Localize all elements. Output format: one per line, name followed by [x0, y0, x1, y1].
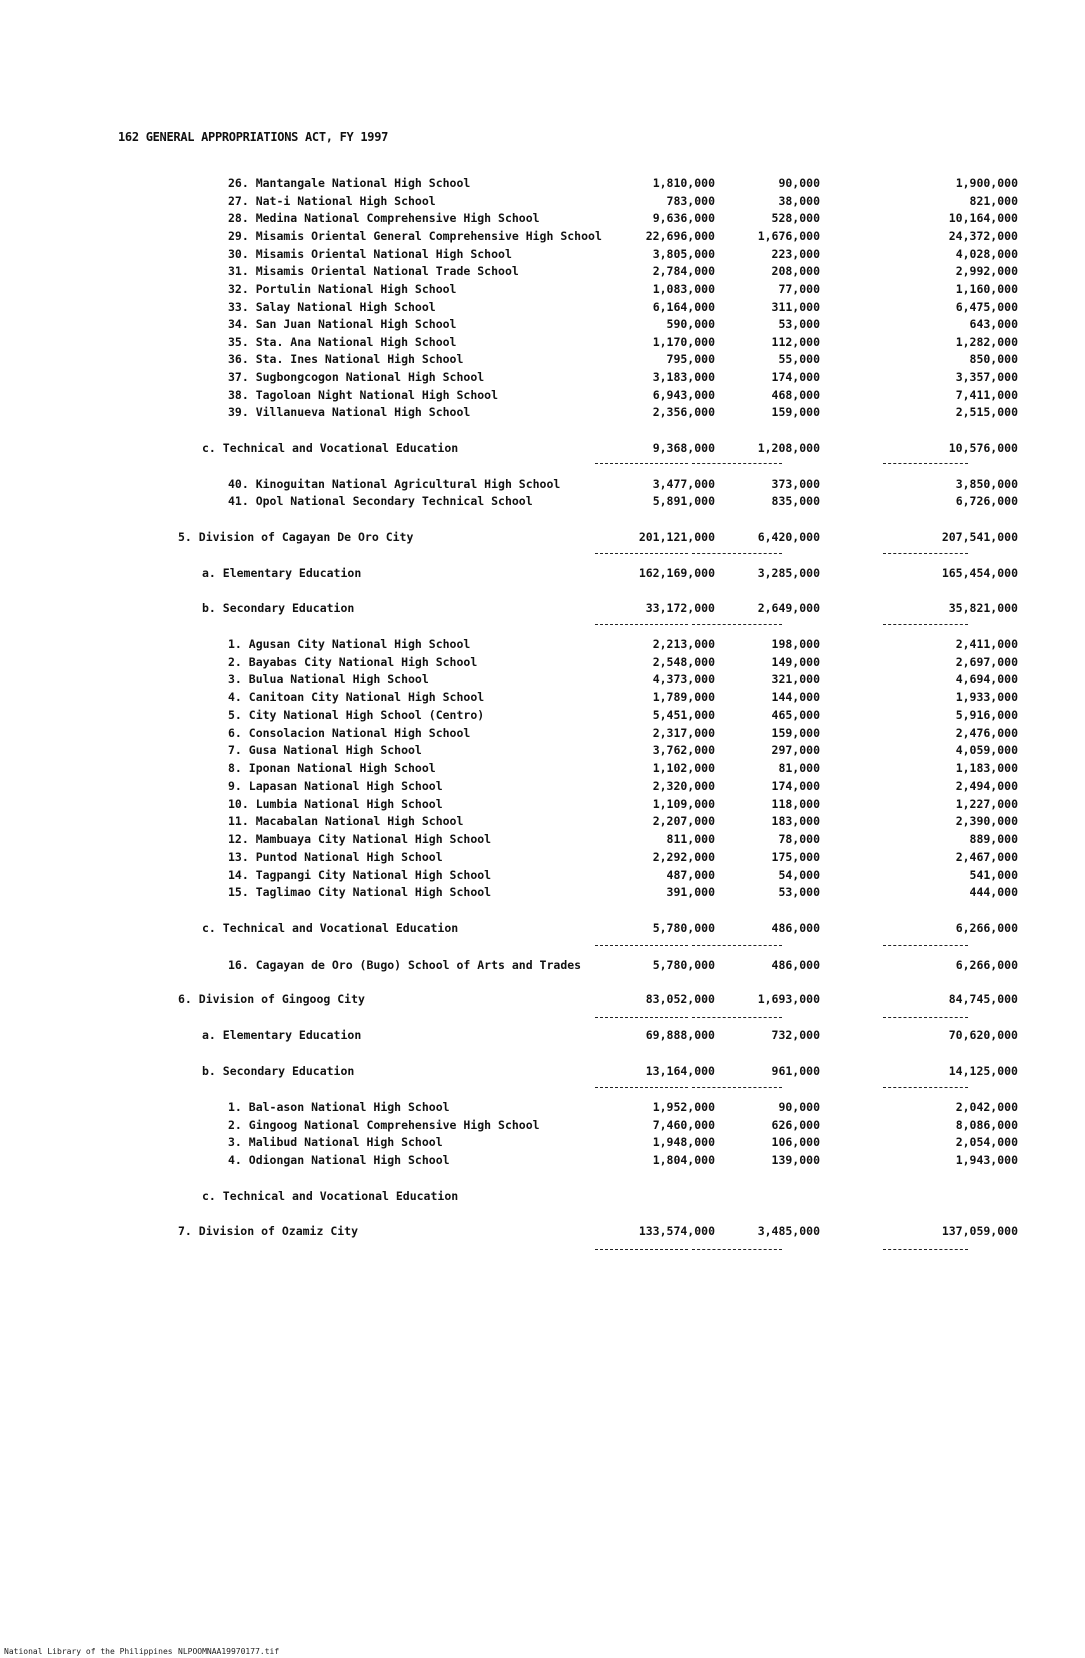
amount-total: 6,266,000 — [955, 921, 1018, 935]
amount-total: 541,000 — [969, 868, 1018, 882]
amount-col-2: 3,485,000 — [757, 1224, 820, 1238]
table-row — [0, 1062, 1085, 1080]
amount-col-1: 9,636,000 — [652, 211, 715, 225]
row-label: 2. Gingoog National Comprehensive High School — [228, 1118, 540, 1132]
amount-total: 850,000 — [969, 352, 1018, 366]
amount-col-2: 626,000 — [771, 1118, 820, 1132]
row-label: b. Secondary Education — [202, 601, 355, 615]
amount-col-1: 2,356,000 — [652, 405, 715, 419]
amount-col-1: 3,183,000 — [652, 370, 715, 384]
row-label: 38. Tagoloan Night National High School — [228, 388, 499, 402]
table-row — [0, 1116, 1085, 1134]
row-label: 33. Salay National High School — [228, 300, 436, 314]
table-row — [0, 245, 1085, 263]
table-row — [0, 830, 1085, 848]
amount-col-2: 90,000 — [778, 1100, 820, 1114]
row-label: 6. Division of Gingoog City — [178, 992, 365, 1006]
amount-col-2: 139,000 — [771, 1153, 820, 1167]
table-row — [0, 564, 1085, 582]
row-label: 29. Misamis Oriental General Comprehensive High School — [228, 229, 602, 243]
amount-total: 137,059,000 — [941, 1224, 1018, 1238]
amount-col-1: 33,172,000 — [645, 601, 715, 615]
subtotal-rule — [692, 463, 782, 464]
table-row — [0, 759, 1085, 777]
amount-col-1: 9,368,000 — [652, 441, 715, 455]
amount-col-1: 83,052,000 — [645, 992, 715, 1006]
amount-col-1: 6,943,000 — [652, 388, 715, 402]
amount-col-1: 590,000 — [666, 317, 715, 331]
subtotal-rule — [595, 553, 688, 554]
amount-col-2: 183,000 — [771, 814, 820, 828]
amount-col-2: 53,000 — [778, 317, 820, 331]
subtotal-rule — [692, 553, 782, 554]
amount-col-2: 297,000 — [771, 743, 820, 757]
row-label: 1. Agusan City National High School — [228, 637, 471, 651]
amount-total: 4,028,000 — [955, 247, 1018, 261]
amount-col-2: 3,285,000 — [757, 566, 820, 580]
table-row — [0, 528, 1085, 546]
subtotal-rule — [692, 1017, 782, 1018]
amount-total: 821,000 — [969, 194, 1018, 208]
amount-col-1: 3,762,000 — [652, 743, 715, 757]
table-row — [0, 209, 1085, 227]
table-row — [0, 866, 1085, 884]
amount-col-1: 5,451,000 — [652, 708, 715, 722]
amount-col-2: 174,000 — [771, 370, 820, 384]
row-label: 13. Puntod National High School — [228, 850, 443, 864]
amount-col-2: 90,000 — [778, 176, 820, 190]
amount-col-2: 159,000 — [771, 726, 820, 740]
table-row — [0, 227, 1085, 245]
table-row — [0, 315, 1085, 333]
row-label: 41. Opol National Secondary Technical School — [228, 494, 533, 508]
amount-total: 2,697,000 — [955, 655, 1018, 669]
amount-col-1: 1,810,000 — [652, 176, 715, 190]
row-label: 8. Iponan National High School — [228, 761, 436, 775]
amount-col-1: 69,888,000 — [645, 1028, 715, 1042]
row-label: c. Technical and Vocational Education — [202, 441, 459, 455]
amount-col-1: 487,000 — [666, 868, 715, 882]
amount-total: 1,160,000 — [955, 282, 1018, 296]
amount-total: 3,357,000 — [955, 370, 1018, 384]
subtotal-rule — [692, 1249, 782, 1250]
table-row — [0, 492, 1085, 510]
amount-col-1: 2,320,000 — [652, 779, 715, 793]
amount-total: 7,411,000 — [955, 388, 1018, 402]
amount-total: 35,821,000 — [948, 601, 1018, 615]
amount-col-1: 13,164,000 — [645, 1064, 715, 1078]
table-row — [0, 848, 1085, 866]
amount-col-1: 1,083,000 — [652, 282, 715, 296]
amount-col-2: 2,649,000 — [757, 601, 820, 615]
amount-total: 2,476,000 — [955, 726, 1018, 740]
subtotal-rule — [883, 624, 968, 625]
row-label: 11. Macabalan National High School — [228, 814, 464, 828]
row-label: 5. City National High School (Centro) — [228, 708, 485, 722]
row-label: 40. Kinoguitan National Agricultural High School — [228, 477, 561, 491]
table-row — [0, 368, 1085, 386]
row-label: 3. Bulua National High School — [228, 672, 429, 686]
amount-col-2: 112,000 — [771, 335, 820, 349]
table-row — [0, 475, 1085, 493]
amount-col-1: 1,948,000 — [652, 1135, 715, 1149]
amount-col-1: 7,460,000 — [652, 1118, 715, 1132]
amount-col-2: 486,000 — [771, 958, 820, 972]
row-label: 28. Medina National Comprehensive High School — [228, 211, 540, 225]
amount-total: 2,411,000 — [955, 637, 1018, 651]
amount-col-1: 201,121,000 — [638, 530, 715, 544]
row-label: 31. Misamis Oriental National Trade School — [228, 264, 519, 278]
amount-total: 24,372,000 — [948, 229, 1018, 243]
amount-total: 2,494,000 — [955, 779, 1018, 793]
row-label: 37. Sugbongcogon National High School — [228, 370, 485, 384]
amount-col-1: 2,784,000 — [652, 264, 715, 278]
amount-col-2: 1,676,000 — [757, 229, 820, 243]
table-row — [0, 174, 1085, 192]
amount-total: 14,125,000 — [948, 1064, 1018, 1078]
amount-total: 84,745,000 — [948, 992, 1018, 1006]
subtotal-rule — [692, 1087, 782, 1088]
subtotal-rule — [883, 945, 968, 946]
amount-total: 10,576,000 — [948, 441, 1018, 455]
amount-col-2: 468,000 — [771, 388, 820, 402]
amount-col-2: 373,000 — [771, 477, 820, 491]
amount-col-1: 3,805,000 — [652, 247, 715, 261]
amount-col-1: 391,000 — [666, 885, 715, 899]
amount-total: 2,042,000 — [955, 1100, 1018, 1114]
row-label: 7. Gusa National High School — [228, 743, 422, 757]
amount-total: 1,183,000 — [955, 761, 1018, 775]
amount-col-2: 732,000 — [771, 1028, 820, 1042]
row-label: a. Elementary Education — [202, 1028, 362, 1042]
amount-col-2: 38,000 — [778, 194, 820, 208]
row-label: c. Technical and Vocational Education — [202, 921, 459, 935]
row-label: 5. Division of Cagayan De Oro City — [178, 530, 414, 544]
row-label: 30. Misamis Oriental National High School — [228, 247, 512, 261]
subtotal-rule — [595, 463, 688, 464]
amount-col-1: 3,477,000 — [652, 477, 715, 491]
table-row — [0, 990, 1085, 1008]
table-row — [0, 724, 1085, 742]
row-label: 4. Canitoan City National High School — [228, 690, 485, 704]
amount-col-2: 174,000 — [771, 779, 820, 793]
amount-col-2: 311,000 — [771, 300, 820, 314]
row-label: 26. Mantangale National High School — [228, 176, 471, 190]
amount-total: 1,227,000 — [955, 797, 1018, 811]
row-label: 16. Cagayan de Oro (Bugo) School of Arts and Trades — [228, 958, 582, 972]
row-label: b. Secondary Education — [202, 1064, 355, 1078]
table-row — [0, 635, 1085, 653]
amount-col-1: 1,102,000 — [652, 761, 715, 775]
page-header: 162 GENERAL APPROPRIATIONS ACT, FY 1997 — [118, 130, 389, 144]
amount-col-1: 2,317,000 — [652, 726, 715, 740]
amount-total: 889,000 — [969, 832, 1018, 846]
amount-col-2: 106,000 — [771, 1135, 820, 1149]
amount-col-2: 144,000 — [771, 690, 820, 704]
amount-total: 4,059,000 — [955, 743, 1018, 757]
amount-col-1: 1,170,000 — [652, 335, 715, 349]
table-row — [0, 262, 1085, 280]
table-row — [0, 706, 1085, 724]
amount-col-1: 133,574,000 — [638, 1224, 715, 1238]
amount-total: 207,541,000 — [941, 530, 1018, 544]
table-row — [0, 795, 1085, 813]
amount-total: 1,282,000 — [955, 335, 1018, 349]
table-row — [0, 777, 1085, 795]
table-row — [0, 883, 1085, 901]
table-row — [0, 1187, 1085, 1205]
amount-col-1: 162,169,000 — [638, 566, 715, 580]
amount-col-1: 783,000 — [666, 194, 715, 208]
subtotal-rule — [595, 1087, 688, 1088]
amount-total: 1,900,000 — [955, 176, 1018, 190]
amount-col-2: 528,000 — [771, 211, 820, 225]
table-row — [0, 919, 1085, 937]
amount-col-2: 53,000 — [778, 885, 820, 899]
table-row — [0, 670, 1085, 688]
table-row — [0, 280, 1085, 298]
amount-col-1: 6,164,000 — [652, 300, 715, 314]
amount-col-1: 2,213,000 — [652, 637, 715, 651]
amount-col-2: 198,000 — [771, 637, 820, 651]
amount-total: 8,086,000 — [955, 1118, 1018, 1132]
amount-col-1: 1,789,000 — [652, 690, 715, 704]
table-row — [0, 439, 1085, 457]
amount-total: 2,467,000 — [955, 850, 1018, 864]
amount-col-1: 811,000 — [666, 832, 715, 846]
amount-col-2: 55,000 — [778, 352, 820, 366]
amount-col-2: 1,208,000 — [757, 441, 820, 455]
amount-col-1: 2,207,000 — [652, 814, 715, 828]
row-label: 34. San Juan National High School — [228, 317, 457, 331]
row-label: 2. Bayabas City National High School — [228, 655, 478, 669]
amount-col-1: 2,548,000 — [652, 655, 715, 669]
amount-total: 2,515,000 — [955, 405, 1018, 419]
row-label: a. Elementary Education — [202, 566, 362, 580]
amount-col-2: 1,693,000 — [757, 992, 820, 1006]
amount-col-2: 81,000 — [778, 761, 820, 775]
amount-col-2: 118,000 — [771, 797, 820, 811]
table-row — [0, 386, 1085, 404]
footer-file: NLPOOMNAA19970177.tif — [178, 1647, 280, 1656]
subtotal-rule — [692, 624, 782, 625]
amount-total: 2,992,000 — [955, 264, 1018, 278]
table-row — [0, 333, 1085, 351]
amount-total: 643,000 — [969, 317, 1018, 331]
subtotal-rule — [883, 1249, 968, 1250]
amount-col-2: 175,000 — [771, 850, 820, 864]
amount-col-1: 1,804,000 — [652, 1153, 715, 1167]
row-label: 9. Lapasan National High School — [228, 779, 443, 793]
amount-total: 5,916,000 — [955, 708, 1018, 722]
amount-col-1: 5,891,000 — [652, 494, 715, 508]
subtotal-rule — [883, 463, 968, 464]
amount-col-2: 835,000 — [771, 494, 820, 508]
table-row — [0, 298, 1085, 316]
subtotal-rule — [883, 1017, 968, 1018]
table-row — [0, 192, 1085, 210]
row-label: 15. Taglimao City National High School — [228, 885, 492, 899]
footer-library: National Library of the Philippines — [4, 1647, 173, 1656]
amount-col-1: 4,373,000 — [652, 672, 715, 686]
amount-col-1: 795,000 — [666, 352, 715, 366]
table-row — [0, 956, 1085, 974]
row-label: 3. Malibud National High School — [228, 1135, 443, 1149]
amount-col-1: 5,780,000 — [652, 958, 715, 972]
amount-col-2: 159,000 — [771, 405, 820, 419]
subtotal-rule — [883, 1087, 968, 1088]
row-label: 4. Odiongan National High School — [228, 1153, 450, 1167]
table-row — [0, 1133, 1085, 1151]
amount-col-2: 149,000 — [771, 655, 820, 669]
subtotal-rule — [595, 945, 688, 946]
row-label: 39. Villanueva National High School — [228, 405, 471, 419]
amount-col-2: 486,000 — [771, 921, 820, 935]
row-label: 35. Sta. Ana National High School — [228, 335, 457, 349]
table-row — [0, 1098, 1085, 1116]
amount-col-2: 6,420,000 — [757, 530, 820, 544]
subtotal-rule — [883, 553, 968, 554]
table-row — [0, 350, 1085, 368]
amount-col-1: 1,109,000 — [652, 797, 715, 811]
row-label: 27. Nat-i National High School — [228, 194, 436, 208]
row-label: 10. Lumbia National High School — [228, 797, 443, 811]
table-row — [0, 653, 1085, 671]
row-label: 14. Tagpangi City National High School — [228, 868, 492, 882]
amount-total: 10,164,000 — [948, 211, 1018, 225]
amount-col-2: 54,000 — [778, 868, 820, 882]
amount-total: 6,726,000 — [955, 494, 1018, 508]
table-row — [0, 1026, 1085, 1044]
amount-col-1: 5,780,000 — [652, 921, 715, 935]
table-row — [0, 599, 1085, 617]
subtotal-rule — [692, 945, 782, 946]
amount-col-2: 77,000 — [778, 282, 820, 296]
amount-total: 2,054,000 — [955, 1135, 1018, 1149]
subtotal-rule — [595, 1249, 688, 1250]
row-label: 6. Consolacion National High School — [228, 726, 471, 740]
table-row — [0, 741, 1085, 759]
row-label: c. Technical and Vocational Education — [202, 1189, 459, 1203]
amount-col-2: 208,000 — [771, 264, 820, 278]
amount-total: 1,933,000 — [955, 690, 1018, 704]
amount-total: 3,850,000 — [955, 477, 1018, 491]
amount-col-2: 78,000 — [778, 832, 820, 846]
subtotal-rule — [595, 624, 688, 625]
amount-total: 1,943,000 — [955, 1153, 1018, 1167]
row-label: 36. Sta. Ines National High School — [228, 352, 464, 366]
amount-col-2: 223,000 — [771, 247, 820, 261]
amount-col-2: 321,000 — [771, 672, 820, 686]
table-row — [0, 1151, 1085, 1169]
table-row — [0, 812, 1085, 830]
amount-col-1: 22,696,000 — [645, 229, 715, 243]
amount-col-2: 961,000 — [771, 1064, 820, 1078]
row-label: 7. Division of Ozamiz City — [178, 1224, 359, 1238]
amount-total: 6,266,000 — [955, 958, 1018, 972]
amount-col-1: 1,952,000 — [652, 1100, 715, 1114]
row-label: 32. Portulin National High School — [228, 282, 457, 296]
amount-col-2: 465,000 — [771, 708, 820, 722]
amount-total: 70,620,000 — [948, 1028, 1018, 1042]
table-row — [0, 688, 1085, 706]
table-row — [0, 403, 1085, 421]
amount-total: 2,390,000 — [955, 814, 1018, 828]
amount-total: 165,454,000 — [941, 566, 1018, 580]
subtotal-rule — [595, 1017, 688, 1018]
amount-total: 6,475,000 — [955, 300, 1018, 314]
table-row — [0, 1222, 1085, 1240]
amount-total: 4,694,000 — [955, 672, 1018, 686]
row-label: 12. Mambuaya City National High School — [228, 832, 492, 846]
amount-col-1: 2,292,000 — [652, 850, 715, 864]
amount-total: 444,000 — [969, 885, 1018, 899]
row-label: 1. Bal-ason National High School — [228, 1100, 450, 1114]
